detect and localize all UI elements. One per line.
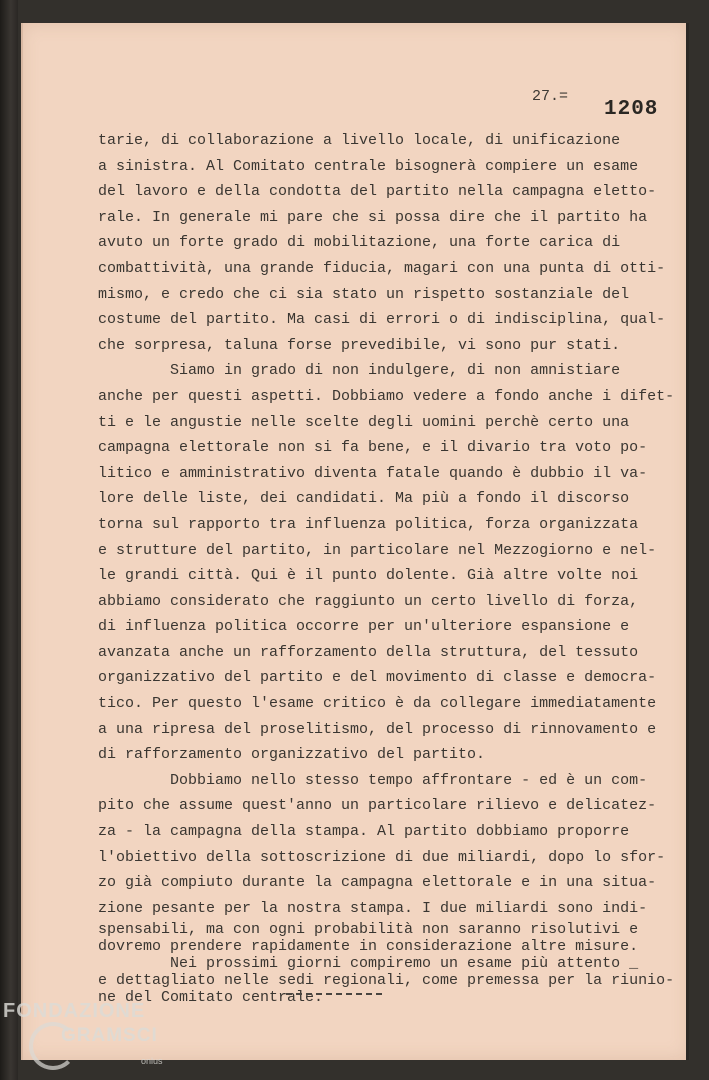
text-line: l'obiettivo della sottoscrizione di due miliardi, dopo lo sfor-: [98, 848, 666, 866]
text-line: che sorpresa, taluna forse prevedibile, vi sono pur stati.: [98, 336, 621, 354]
page-fold: [21, 23, 23, 1060]
text-line: organizzativo del partito e del movimento di classe e democra-: [98, 669, 657, 687]
text-line: Dobbiamo nello stesso tempo affrontare - ed è un com-: [98, 771, 648, 789]
text-line: ne del Comitato centrale.: [98, 989, 324, 1007]
page-number: 27.=: [532, 88, 569, 105]
watermark-line3: onlus: [141, 1056, 163, 1066]
text-line: avanzata anche un rafforzamento della struttura, del tessuto: [98, 643, 639, 661]
text-line: di rafforzamento organizzativo del partito.: [98, 746, 486, 764]
text-line: e strutture del partito, in particolare nel Mezzogiorno e nel-: [98, 541, 657, 559]
text-line: e dettagliato nelle sedi regionali, come premessa per la riunio-: [98, 972, 675, 990]
text-line: torna sul rapporto tra influenza politica, forza organizzata: [98, 515, 639, 533]
text-line: tico. Per questo l'esame critico è da collegare immediatamente: [98, 695, 657, 713]
archive-watermark: [3, 1000, 173, 1078]
closing-rule: [286, 993, 382, 995]
text-line: del lavoro e della condotta del partito nella campagna eletto-: [98, 183, 657, 201]
text-line: dovremo prendere rapidamente in considerazione altre misure.: [98, 938, 639, 956]
text-line: zo già compiuto durante la campagna elettorale e in una situa-: [98, 874, 657, 892]
text-line: abbiamo considerato che raggiunto un certo livello di forza,: [98, 592, 639, 610]
text-line: litico e amministrativo diventa fatale quando è dubbio il va-: [98, 464, 648, 482]
text-line: lore delle liste, dei candidati. Ma più a fondo il discorso: [98, 490, 630, 508]
text-line: za - la campagna della stampa. Al partito dobbiamo proporre: [98, 823, 630, 841]
text-line: zione pesante per la nostra stampa. I due miliardi sono indi-: [98, 899, 648, 917]
watermark-line2: GRAMSCI: [61, 1025, 158, 1046]
binder-edge: [0, 0, 18, 1080]
text-line: di influenza politica occorre per un'ulteriore espansione e: [98, 618, 630, 636]
body-text: [98, 128, 675, 1007]
text-line: combattività, una grande fiducia, magari con una punta di otti-: [98, 259, 666, 277]
page-right-edge: [686, 23, 689, 1060]
text-line: avuto un forte grado di mobilitazione, una forte carica di: [98, 234, 621, 252]
text-line: costume del partito. Ma casi di errori o di indisciplina, qual-: [98, 311, 666, 329]
archive-number: 1208: [604, 98, 659, 121]
text-line: Nei prossimi giorni compiremo un esame più attento _: [98, 955, 639, 973]
text-line: pito che assume quest'anno un particolare rilievo e delicatez-: [98, 797, 657, 815]
text-line: a una ripresa del proselitismo, del processo di rinnovamento e: [98, 720, 657, 738]
text-line: mismo, e credo che ci sia stato un rispetto sostanziale del: [98, 285, 630, 303]
text-line: Siamo in grado di non indulgere, di non amnistiare: [98, 362, 621, 380]
text-line: ti e le angustie nelle scelte degli uomini perchè certo una: [98, 413, 630, 431]
text-line: le grandi città. Qui è il punto dolente. Già altre volte noi: [98, 567, 639, 585]
text-line: anche per questi aspetti. Dobbiamo vedere a fondo anche i difet-: [98, 387, 675, 405]
text-line: spensabili, ma con ogni probabilità non saranno risolutivi e: [98, 921, 639, 939]
text-line: a sinistra. Al Comitato centrale bisognerà compiere un esame: [98, 157, 639, 175]
text-line: tarie, di collaborazione a livello locale, di unificazione: [98, 132, 621, 149]
text-line: campagna elettorale non si fa bene, e il divario tra voto po-: [98, 439, 648, 457]
watermark-line1: FONDAZIONE: [3, 1000, 146, 1022]
text-line: rale. In generale mi pare che si possa dire che il partito ha: [98, 208, 648, 226]
